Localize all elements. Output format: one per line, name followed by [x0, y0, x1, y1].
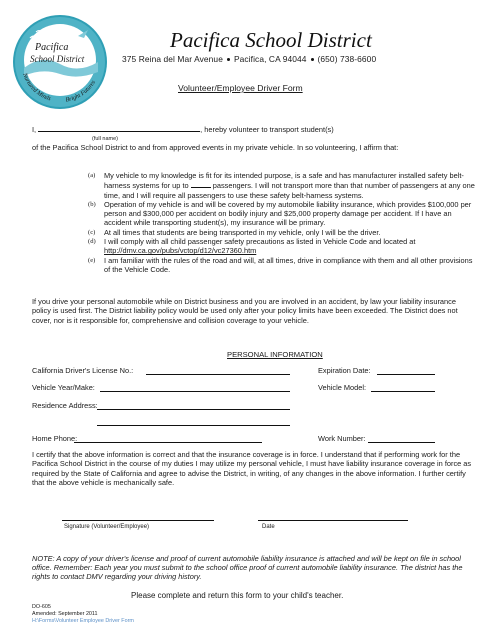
affirmation-d-text: I will comply with all child passenger safety precautions as listed in Vehicle Code and located at — [104, 237, 416, 247]
logo-ring-text-right: Bright Futures — [65, 79, 97, 104]
expiration-date-field[interactable] — [377, 374, 435, 375]
affirmation-e-text: I am familiar with the rules of the road and will, at all times, drive in compliance with them and all other provisions of the Vehicle Code. — [104, 255, 473, 274]
home-phone-field[interactable] — [74, 442, 262, 443]
residence-address-line2-field[interactable] — [97, 425, 290, 426]
return-instruction: Please complete and return this form to your child's teacher. — [131, 591, 344, 600]
work-number-label: Work Number: — [318, 434, 366, 443]
list-marker: (b) — [88, 200, 96, 208]
list-marker: (d) — [88, 238, 96, 246]
intro-line — [32, 124, 472, 134]
license-label: California Driver's License No.: — [32, 366, 134, 375]
address-street: 375 Reina del Mar Avenue — [122, 54, 223, 64]
personal-info-title: PERSONAL INFORMATION — [227, 350, 323, 359]
signature-field[interactable] — [62, 520, 214, 521]
district-logo — [8, 10, 112, 114]
year-make-label: Vehicle Year/Make: — [32, 383, 95, 392]
logo-title-line1: Pacifica — [35, 42, 69, 53]
district-address — [122, 54, 376, 64]
list-marker: (e) — [88, 256, 96, 264]
list-item — [88, 171, 478, 200]
note-paragraph: NOTE: A copy of your driver's license and proof of current automobile liability insurance is attached and will be kept on file in school office. Remember: Each year you must submit to the school office proof of current automobile liability insurance. The district has the rights to contact DMV regarding your driving history. — [32, 554, 463, 582]
signature-label: Signature (Volunteer/Employee) — [64, 524, 150, 530]
list-marker: (c) — [88, 228, 96, 236]
vehicle-year-make-field[interactable] — [100, 391, 290, 392]
affirmation-a-text: My vehicle to my knowledge is fit for its intended purpose, is a safe and has manufacturer installed safety belt-harness systems for up to — [104, 171, 464, 191]
file-path: H:\Forms\Volunteer Employee Driver Form — [32, 618, 134, 624]
logo-title-line2: School District — [30, 54, 85, 64]
affirmation-c-text: At all times that students are being transported in my vehicle, only I will be the driver. — [104, 227, 381, 237]
bullet-separator — [227, 58, 230, 61]
intro-prefix: I, — [32, 125, 37, 134]
list-item — [88, 200, 478, 228]
list-item — [88, 237, 478, 256]
list-item — [88, 256, 478, 275]
vehicle-model-field[interactable] — [371, 391, 435, 392]
model-label: Vehicle Model: — [318, 383, 367, 392]
certification-paragraph: I certify that the above information is correct and that the insurance coverage is in force. I understand that if performing work for the Pacifica School District in the course of my duties I may utilize my personal vehicle, I must have liability insurance coverage in force as required by the State of California and agree to advise the District, in writing, of any changes in the above information. I further certify that the above vehicle is mechanically safe. — [32, 450, 472, 487]
list-item — [88, 228, 478, 237]
liability-paragraph: If you drive your personal automobile while on District business and you are involved in an accident, by law your liability insurance policy is used first. The District liability policy would be used only after your policy limits have been exceeded. The District does not cover, nor is it responsible for, comprehensive and collision coverage to your vehicle. — [32, 297, 458, 325]
license-number-field[interactable] — [146, 374, 290, 375]
passenger-count-field[interactable] — [191, 180, 211, 188]
date-field[interactable] — [258, 520, 408, 521]
district-title: Pacifica School District — [170, 28, 372, 52]
form-title: Volunteer/Employee Driver Form — [178, 83, 303, 93]
logo-ring-text-left: Nurtured Minds — [21, 72, 52, 103]
intro-continuation: of the Pacifica School District to and from approved events in my private vehicle. In so volunteering, I affirm that: — [32, 143, 399, 152]
affirmations-list — [88, 171, 478, 274]
list-marker: (a) — [88, 172, 96, 179]
work-number-field[interactable] — [368, 442, 435, 443]
address-phone: (650) 738-6600 — [317, 54, 377, 64]
affirmation-b-text: Operation of my vehicle is and will be covered by my automobile liability insurance, which provides $100,000 per person and $300,000 per accident on bodily injury and $25,000 property damage per accident. If I have an accident while transporting student(s), my insurance will be primary. — [104, 199, 472, 228]
date-label: Date — [262, 524, 275, 530]
expiration-label: Expiration Date: — [318, 366, 371, 375]
form-number: DO-605 — [32, 604, 51, 610]
affirmation-a-text-cont: passengers. I will not transport more than that number of passengers at any one time, and I will require all passengers to use these safety belt-harness systems. — [104, 181, 475, 200]
residence-label: Residence Address: — [32, 401, 98, 410]
bullet-separator — [311, 58, 314, 61]
full-name-field[interactable] — [38, 124, 200, 132]
full-name-caption: (full name) — [92, 136, 118, 142]
residence-address-field[interactable] — [97, 409, 290, 410]
intro-suffix: , hereby volunteer to transport student(s) — [200, 125, 334, 134]
home-phone-label: Home Phone: — [32, 434, 78, 443]
vehicle-code-link[interactable]: http://dmv.ca.gov/pubs/vctop/d12/vc27360.htm — [104, 246, 257, 256]
address-city: Pacifica, CA 94044 — [233, 54, 307, 64]
amended-date: Amended: September 2011 — [32, 611, 98, 617]
